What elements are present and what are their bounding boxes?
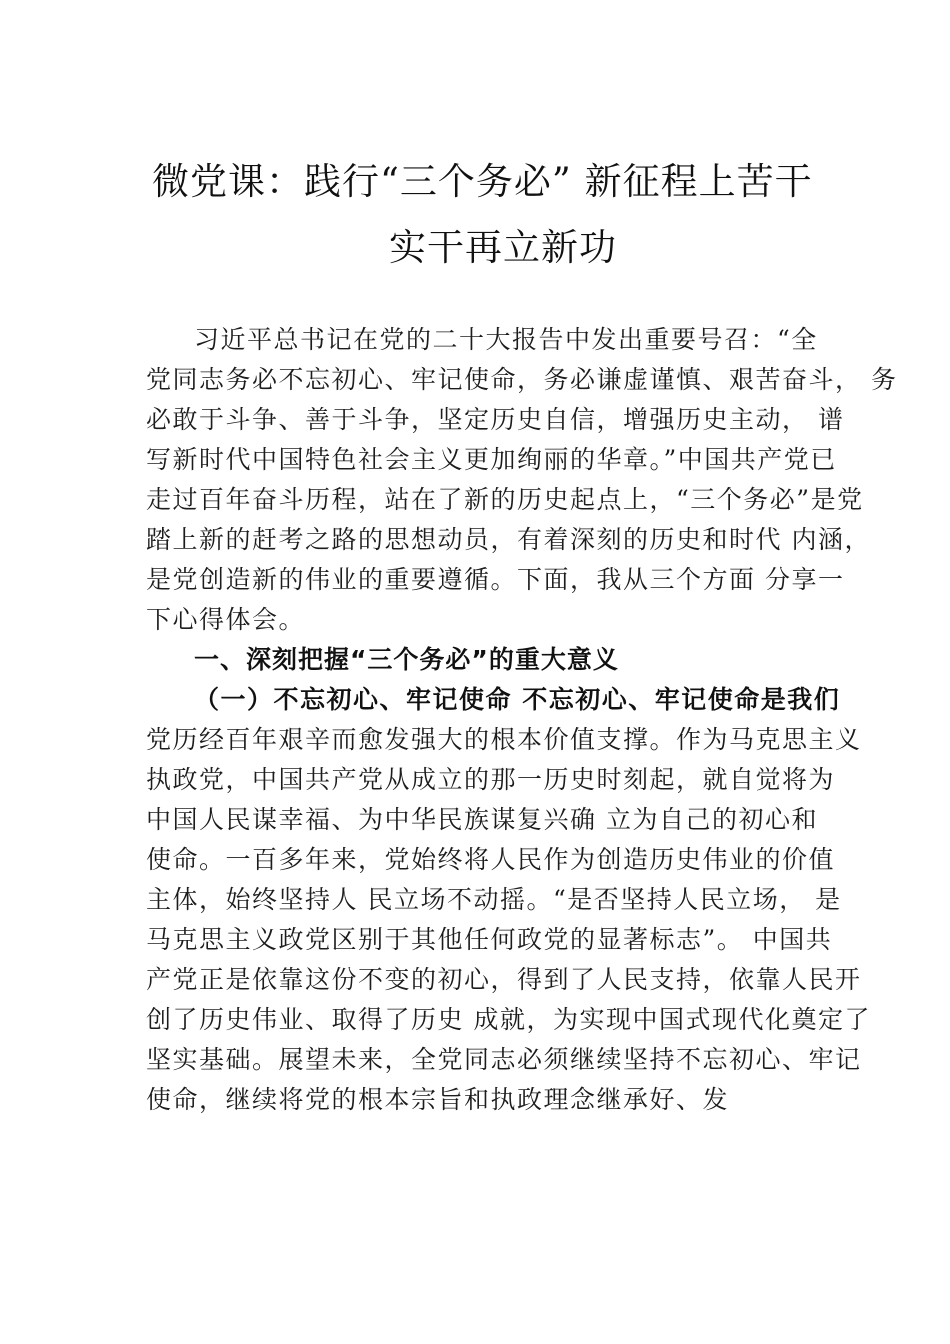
subsection-lead-line: （一）不忘初心、牢记使命 不忘初心、牢记使命是我们 (194, 685, 841, 714)
intro-paragraph-line: 走过百年奋斗历程，站在了新的历史起点上，“三个务必”是党 (146, 485, 864, 514)
intro-paragraph-line: 是党创造新的伟业的重要遵循。下面，我从三个方面 分享一 (146, 565, 845, 594)
document-title-line-2: 实干再立新功 (389, 226, 617, 269)
subsection-paragraph-line: 产党正是依靠这份不变的初心，得到了人民支持，依靠人民开 (146, 965, 862, 994)
subsection-paragraph-line: 中国人民谋幸福、为中华民族谋复兴确 立为自己的初心和 (146, 805, 818, 834)
subsection-paragraph-line: 党历经百年艰辛而愈发强大的根本价值支撑。作为马克思主义 (146, 725, 862, 754)
subsection-paragraph-line: 执政党，中国共产党从成立的那一历史时刻起，就自觉将为 (146, 765, 836, 794)
document-title-line-1: 微党课：践行“三个务必” 新征程上苦干 (152, 160, 813, 203)
intro-paragraph-line: 党同志务必不忘初心、牢记使命，务必谦虚谨慎、艰苦奋斗， 务 (146, 365, 898, 394)
subsection-paragraph-line: 主体，始终坚持人 民立场不动摇。“是否坚持人民立场， 是 (146, 885, 842, 914)
intro-paragraph-line: 下心得体会。 (146, 605, 306, 634)
subsection-paragraph-line: 创了历史伟业、取得了历史 成就，为实现中国式现代化奠定了 (146, 1005, 871, 1034)
intro-paragraph-line: 写新时代中国特色社会主义更加绚丽的华章。”中国共产党已 (146, 445, 837, 474)
intro-paragraph-line: 踏上新的赶考之路的思想动员，有着深刻的历史和时代 内涵， (146, 525, 871, 554)
intro-paragraph-line: 必敢于斗争、善于斗争，坚定历史自信，增强历史主动， 谱 (146, 405, 845, 434)
intro-paragraph-line: 习近平总书记在党的二十大报告中发出重要号召：“全 (194, 325, 818, 354)
subsection-paragraph-line: 马克思主义政党区别于其他任何政党的显著标志”。 中国共 (146, 925, 833, 954)
subsection-paragraph-line: 坚实基础。展望未来，全党同志必须继续坚持不忘初心、牢记 (146, 1045, 862, 1074)
subsection-paragraph-line: 使命，继续将党的根本宗旨和执政理念继承好、发 (146, 1085, 730, 1114)
section-heading-1: 一、深刻把握“三个务必”的重大意义 (194, 645, 619, 674)
subsection-paragraph-line: 使命。一百多年来，党始终将人民作为创造历史伟业的价值 (146, 845, 836, 874)
